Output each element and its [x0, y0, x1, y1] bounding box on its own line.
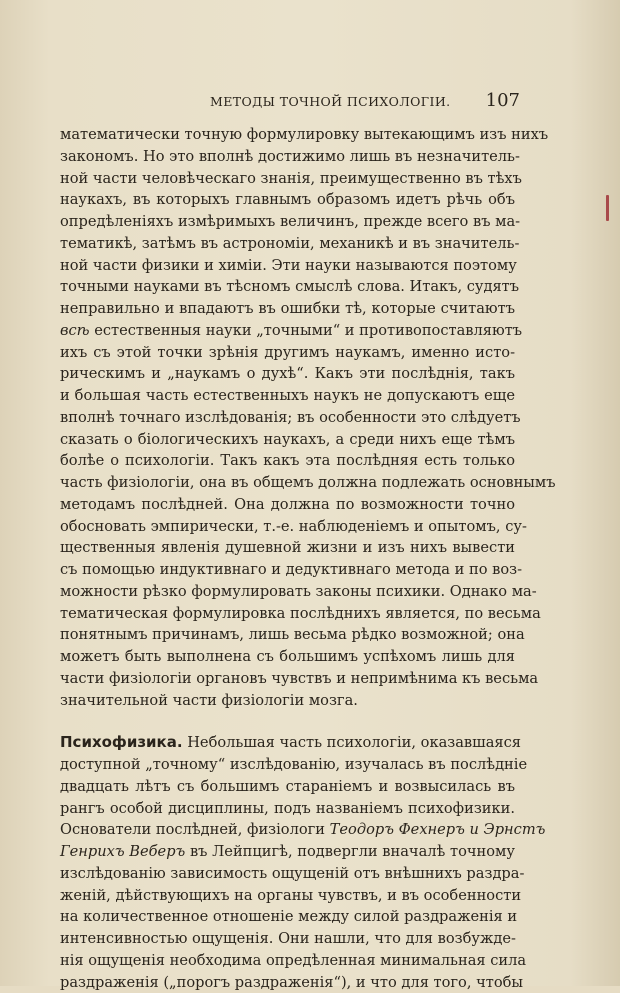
text-line: щественныя явленія душевной жизни и изъ нихъ вывести [60, 537, 515, 559]
text-line: рангъ особой дисциплины, подъ названіемъ психофизики. [60, 798, 515, 820]
text-line: и большая часть естественныхъ наукъ не допускаютъ еще [60, 385, 515, 407]
text-line: наукахъ, въ которыхъ главнымъ образомъ идетъ рѣчь объ [60, 189, 515, 211]
text-line: раздраженія („порогъ раздраженія“), и что для того, чтобы [60, 972, 515, 993]
text-line: нія ощущенія необходима опредѣленная минимальная сила [60, 950, 515, 972]
text-line: двадцать лѣтъ съ большимъ стараніемъ и возвысилась въ [60, 776, 515, 798]
text-line: методамъ послѣдней. Она должна по возможности точно [60, 494, 515, 516]
page-number: 107 [486, 90, 520, 111]
text-line: изслѣдованію зависимость ощущеній отъ внѣшнихъ раздра- [60, 863, 515, 885]
text-line: тематическая формулировка послѣднихъ является, по весьма [60, 603, 515, 625]
text-line: сказать о біологическихъ наукахъ, а среди нихъ еще тѣмъ [60, 429, 515, 451]
text-line: понятнымъ причинамъ, лишь весьма рѣдко возможной; она [60, 624, 515, 646]
text-line: точными науками въ тѣсномъ смыслѣ слова. Итакъ, судятъ [60, 276, 515, 298]
text-line: доступной „точному“ изслѣдованію, изучалась въ послѣдніе [60, 754, 515, 776]
text-line [60, 841, 515, 863]
text-line: закономъ. Но это вполнѣ достижимо лишь въ незначитель- [60, 146, 515, 168]
text-line-rest: Небольшая часть психологіи, оказавшаяся [183, 734, 521, 751]
margin-ink-mark [606, 195, 609, 221]
italic-word: всѣ [60, 322, 90, 339]
text-line [60, 320, 515, 342]
section-heading: Психофизика. [60, 733, 183, 751]
text-line-rest: въ Лейпцигѣ, подвергли вначалѣ точному [190, 843, 515, 860]
text-line: значительной части физіологіи мозга. [60, 690, 515, 712]
text-line: болѣе о психологіи. Такъ какъ эта послѣдняя есть только [60, 450, 515, 472]
paragraph-gap [60, 711, 515, 732]
italic-names: Генрихъ Веберъ [60, 843, 185, 860]
text-line [60, 819, 515, 841]
text-line: рическимъ и „наукамъ о духѣ“. Какъ эти послѣднія, такъ [60, 363, 515, 385]
text-line: неправильно и впадаютъ въ ошибки тѣ, которые считаютъ [60, 298, 515, 320]
text-line: тематикѣ, затѣмъ въ астрономіи, механикѣ и въ значитель- [60, 233, 515, 255]
page-header [60, 94, 520, 114]
text-line: ной части человѣческаго знанія, преимущественно въ тѣхъ [60, 168, 515, 190]
text-line-rest: естественныя науки „точными“ и противопоставляютъ [94, 322, 522, 339]
text-line: женій, дѣйствующихъ на органы чувствъ, и въ особенности [60, 885, 515, 907]
text-line: вполнѣ точнаго изслѣдованія; въ особенности это слѣдуетъ [60, 407, 515, 429]
text-line: ной части физики и химіи. Эти науки называются поэтому [60, 255, 515, 277]
running-title: МЕТОДЫ ТОЧНОЙ ПСИХОЛОГІИ. [210, 94, 451, 109]
text-line: опредѣленіяхъ измѣримыхъ величинъ, прежде всего въ ма- [60, 211, 515, 233]
text-line: части физіологіи органовъ чувствъ и непримѣнима къ весьма [60, 668, 515, 690]
text-line: математически точную формулировку вытекающимъ изъ нихъ [60, 124, 515, 146]
text-line: съ помощью индуктивнаго и дедуктивнаго метода и по воз- [60, 559, 515, 581]
page-body [60, 124, 515, 993]
text-line: на количественное отношеніе между силой раздраженія и [60, 906, 515, 928]
text-line: ихъ съ этой точки зрѣнія другимъ наукамъ, именно исто- [60, 342, 515, 364]
text-line [60, 732, 515, 754]
text-line: можетъ быть выполнена съ большимъ успѣхомъ лишь для [60, 646, 515, 668]
text-line: обосновать эмпирически, т.-е. наблюденіемъ и опытомъ, су- [60, 516, 515, 538]
text-line: часть физіологіи, она въ общемъ должна подлежать основнымъ [60, 472, 515, 494]
text-line: можности рѣзко формулировать законы психики. Однако ма- [60, 581, 515, 603]
text-line: интенсивностью ощущенія. Они нашли, что для возбужде- [60, 928, 515, 950]
text-line-start: Основатели послѣдней, физіологи [60, 821, 325, 838]
italic-names: Теодоръ Фехнеръ и Эрнстъ [330, 821, 546, 838]
